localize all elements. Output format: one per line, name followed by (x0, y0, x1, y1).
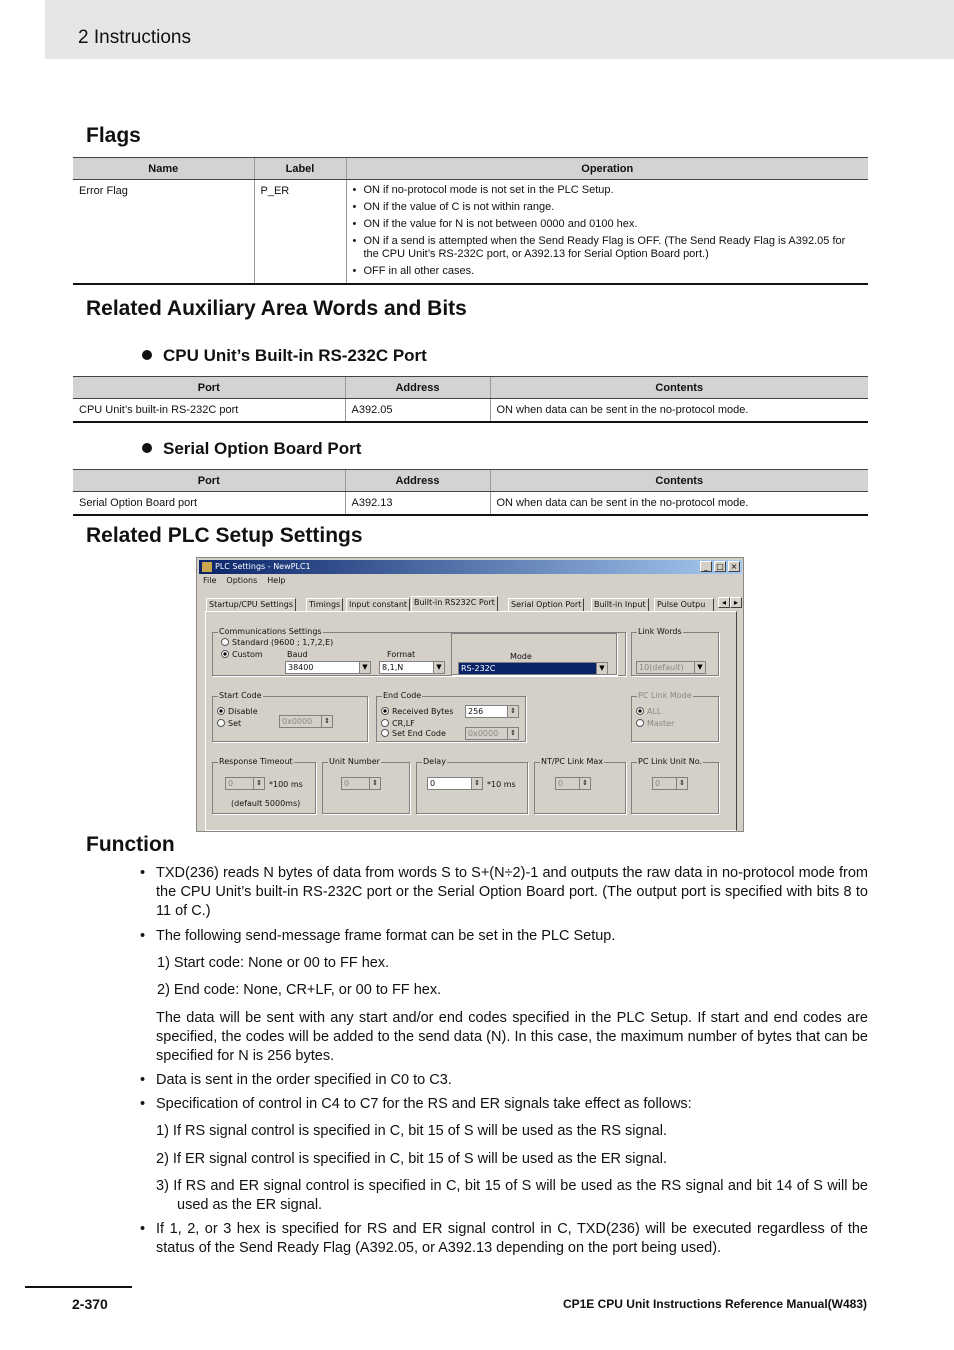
pc-link-mode-group (631, 691, 719, 742)
delay-group (416, 757, 528, 814)
col-header: Address (345, 377, 490, 399)
port-cell: CPU Unit’s built-in RS-232C port (73, 399, 345, 423)
spinner-icon: ⇕ (676, 778, 687, 789)
operation-item: • ON if a send is attempted when the Send Ready Flag is OFF. (The Send Ready Flag is A392.05 for the CPU Unit’s RS-232C port, or A392.13 for Serial Option Board port.) (353, 235, 863, 261)
port-cell: Serial Option Board port (73, 492, 345, 516)
spinner-icon: ⇕ (507, 706, 518, 717)
col-header: Contents (490, 377, 868, 399)
bullet-icon: • (140, 1072, 146, 1088)
operation-item: • OFF in all other cases. (353, 265, 863, 278)
mode-select[interactable]: RS-232C ▼ (458, 662, 608, 675)
page-header (45, 0, 954, 59)
unit-number-input[interactable]: 0 ⇕ (341, 777, 381, 790)
tab-timings[interactable]: Timings (306, 598, 343, 611)
group-label: End Code (383, 691, 422, 700)
spinner-icon: ⇕ (321, 716, 332, 727)
chevron-down-icon: ▼ (433, 662, 444, 673)
response-timeout-group (212, 757, 316, 814)
plc-heading: Related PLC Setup Settings (86, 524, 363, 547)
mode-box (451, 633, 617, 675)
standard-radio[interactable]: Standard (9600 ; 1,7,2,E) (221, 638, 333, 647)
table-row (73, 492, 868, 516)
table-row (73, 399, 868, 423)
timeout-default: (default 5000ms) (231, 799, 301, 808)
set-end-code-radio[interactable]: Set End Code (381, 729, 446, 738)
nt-pc-link-max-group (534, 757, 626, 814)
end-code-group (376, 691, 526, 742)
address-cell: A392.05 (345, 399, 490, 423)
tab-strip (206, 596, 736, 611)
function-step: 3) If RS and ER signal control is specified in C, bit 15 of S will be used as the RS signal and bit 14 of S will be used as the ER signal. (156, 1178, 868, 1213)
col-header: Address (345, 470, 490, 492)
chevron-down-icon: ▼ (596, 663, 607, 674)
baud-label: Baud (287, 650, 308, 659)
group-label: Delay (423, 757, 446, 766)
flags-table (73, 157, 868, 285)
group-label: Response Timeout (219, 757, 293, 766)
link-words-select[interactable]: 10(default) ▼ (636, 661, 706, 674)
window-title: PLC Settings - NewPLC1 (215, 562, 311, 571)
start-disable-radio[interactable]: Disable (217, 707, 258, 716)
format-select[interactable]: 8,1,N ▼ (379, 661, 445, 674)
flags-heading: Flags (86, 124, 141, 147)
group-label: PC Link Unit No. (638, 757, 702, 766)
function-step: 1) Start code: None or 00 to FF hex. (157, 955, 390, 971)
pc-link-unit-input[interactable]: 0 ⇕ (652, 777, 688, 790)
response-timeout-input[interactable]: 0 ⇕ (225, 777, 265, 790)
start-code-group (212, 691, 368, 742)
delay-input[interactable]: 0 ⇕ (427, 777, 483, 790)
tab-scroll-right-icon[interactable]: ▸ (730, 597, 742, 608)
function-paragraph: Data is sent in the order specified in C0 to C3. (156, 1072, 452, 1088)
delay-unit: *10 ms (487, 780, 516, 789)
group-label: Link Words (638, 627, 682, 636)
footer-rule (25, 1286, 132, 1288)
tab-startup[interactable]: Startup/CPU Settings (206, 598, 296, 611)
unit-number-group (322, 757, 410, 814)
maximize-button[interactable]: □ (714, 561, 726, 572)
app-icon (202, 562, 212, 572)
serial-subheading: Serial Option Board Port (142, 439, 361, 459)
col-header: Port (73, 470, 345, 492)
bullet-icon: • (140, 1221, 146, 1237)
operation-item: • ON if no-protocol mode is not set in the PLC Setup. (353, 184, 863, 197)
table-row (73, 180, 868, 285)
operation-item: • ON if the value of C is not within range. (353, 201, 863, 214)
spinner-icon: ⇕ (253, 778, 264, 789)
tab-builtin-input[interactable]: Built-in Input (591, 598, 649, 611)
menu-help[interactable]: Help (267, 576, 286, 585)
tab-input-constant[interactable]: Input constant (346, 598, 410, 611)
chevron-down-icon: ▼ (359, 662, 370, 673)
plc-settings-window (196, 557, 744, 832)
title-bar (199, 560, 742, 574)
manual-title: CP1E CPU Unit Instructions Reference Manual(W483) (562, 1297, 867, 1311)
custom-radio[interactable]: Custom (221, 650, 263, 659)
group-label: Unit Number (329, 757, 380, 766)
contents-cell: ON when data can be sent in the no-protocol mode. (490, 492, 868, 516)
timeout-unit: *100 ms (269, 780, 303, 789)
function-paragraph: Specification of control in C4 to C7 for the RS and ER signals take effect as follows: (156, 1096, 692, 1112)
function-paragraph: The following send-message frame format can be set in the PLC Setup. (156, 928, 616, 944)
format-label: Format (387, 650, 416, 659)
mode-label: Mode (510, 652, 532, 661)
received-bytes-radio[interactable]: Received Bytes (381, 707, 453, 716)
start-code-input[interactable]: 0x0000 ⇕ (279, 715, 333, 728)
function-step: 1) If RS signal control is specified in C, bit 15 of S will be used as the RS signal. (156, 1123, 667, 1139)
bullet-icon (142, 350, 152, 360)
function-paragraph: If 1, 2, or 3 hex is specified for RS and ER signal control in C, TXD(236) will be executed regardless of the status of the Send Ready Flag (A392.05, or A392.13 depending on the port being used). (156, 1221, 868, 1256)
rs232c-table (73, 376, 868, 423)
menu-file[interactable]: File (203, 576, 217, 585)
flag-name: Error Flag (73, 180, 254, 285)
bullet-icon: • (140, 865, 146, 881)
tab-page (205, 611, 737, 831)
chevron-down-icon: ▼ (694, 662, 705, 673)
spinner-icon: ⇕ (579, 778, 590, 789)
baud-select[interactable]: 38400 ▼ (285, 661, 371, 674)
col-header: Port (73, 377, 345, 399)
nt-pc-link-max-input[interactable]: 0 ⇕ (555, 777, 591, 790)
page-number: 2-370 (72, 1296, 108, 1312)
function-step: 2) If ER signal control is specified in C, bit 15 of S will be used as the ER signal. (156, 1151, 667, 1167)
spinner-icon: ⇕ (471, 778, 482, 789)
serial-table (73, 469, 868, 516)
tab-builtin-rs232c[interactable]: Built-in RS232C Port (411, 596, 498, 611)
spinner-icon: ⇕ (369, 778, 380, 789)
function-paragraph: The data will be sent with any start and/or end codes specified in the PLC Setup. If start and end codes are specified, the codes will be added to the send data (N). In this case, the maximum number of bytes that can be specified for N is 256 bytes. (156, 1010, 868, 1064)
menu-options[interactable]: Options (226, 576, 258, 585)
all-radio[interactable]: ALL (636, 707, 661, 716)
tab-pulse-output[interactable]: Pulse Outpu (654, 598, 714, 611)
spinner-icon: ⇕ (507, 728, 518, 739)
start-set-radio[interactable]: Set (217, 719, 241, 728)
rs232c-subheading: CPU Unit’s Built-in RS-232C Port (142, 346, 427, 366)
tab-serial-option[interactable]: Serial Option Port (508, 598, 584, 611)
function-heading: Function (86, 833, 175, 856)
chapter-title: 2 Instructions (78, 27, 191, 48)
contents-cell: ON when data can be sent in the no-protocol mode. (490, 399, 868, 423)
address-cell: A392.13 (345, 492, 490, 516)
group-label: PC Link Mode (638, 691, 692, 700)
group-label: Start Code (219, 691, 262, 700)
bullet-icon: • (140, 1096, 146, 1112)
col-header: Label (254, 158, 346, 180)
flag-label: P_ER (254, 180, 346, 285)
link-words-group (631, 627, 719, 676)
close-button[interactable]: × (728, 561, 740, 572)
bullet-icon: • (140, 928, 146, 944)
menu-bar (203, 576, 296, 585)
received-bytes-input[interactable]: 256 ⇕ (465, 705, 519, 718)
pc-link-unit-group (631, 757, 719, 814)
bullet-icon (142, 443, 152, 453)
group-label: NT/PC Link Max (541, 757, 603, 766)
end-code-input[interactable]: 0x0000 ⇕ (465, 727, 519, 740)
group-label: Communications Settings (219, 627, 322, 636)
tab-scroll-left-icon[interactable]: ◂ (718, 597, 730, 608)
function-step: 2) End code: None, CR+LF, or 00 to FF hex. (157, 982, 442, 998)
col-header: Operation (346, 158, 868, 180)
minimize-button[interactable]: _ (700, 561, 712, 572)
master-radio[interactable]: Master (636, 719, 674, 728)
crlf-radio[interactable]: CR,LF (381, 719, 415, 728)
col-header: Contents (490, 470, 868, 492)
comm-settings-group (212, 627, 626, 676)
col-header: Name (73, 158, 254, 180)
aux-heading: Related Auxiliary Area Words and Bits (86, 297, 467, 320)
function-paragraph: TXD(236) reads N bytes of data from words S to S+(N÷2)-1 and outputs the raw data in no-protocol mode from the CPU Unit’s built-in RS-232C port or the Serial Option Board port. (The output port is specified with bits 8 to 11 of C.) (156, 865, 868, 919)
operation-item: • ON if the value for N is not between 0000 and 0100 hex. (353, 218, 863, 231)
